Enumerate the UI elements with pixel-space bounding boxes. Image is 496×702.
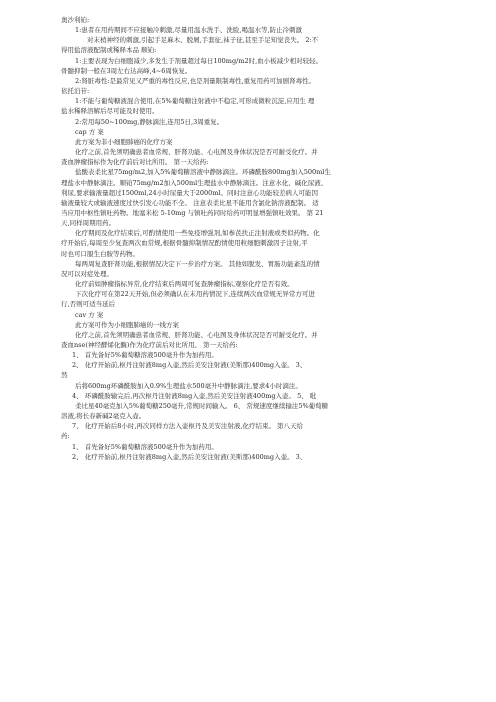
text-line: 利尿,要求输液量超过1500ml,24小时尿量大于2000ml。同时注意心功能较差病人可能因 <box>61 188 318 197</box>
text-line: 输液量较大或输液速度过快引发心功能不全。 注意表柔比星不能用含氯化钠溶液配制。 适 <box>61 198 319 207</box>
text-line: 天,同样周期用药。 <box>61 219 116 228</box>
text-line: 得用盐溶液配制或稀释本品 顺铂: <box>61 46 157 55</box>
text-line: 盐酸表柔比星75mg/m2,加入5%葡萄糖溶液中静脉滴注。环磷酰胺800mg加入500ml生 <box>75 168 331 177</box>
text-line: 查血nse(神经酵烯化酶)作为化疗前后对比所用。 第一天给药: <box>61 341 238 349</box>
text-line: 柔比星40毫克加入5%葡萄糖250毫升,常规时间输入。 6、 常规速度继续输注5%葡萄糖 <box>75 401 329 410</box>
text-line: 1、 首先备好5%葡萄糖溶液500毫升作为加药用。 <box>72 442 218 451</box>
text-line: 此方案可作为小细胞肺癌的一线方案 <box>75 320 179 329</box>
text-line: 2、 化疗开始前,枢丹注射液8mg入壶,然后美安注射液(美斯那)400mg入壶。 3、 <box>72 452 307 461</box>
text-line: 骨髓抑制一般在3周左右达高峰,4~6周恢复。 <box>61 66 192 75</box>
text-line: 此方案为非小细胞肺癌的化疗方案 <box>75 137 173 146</box>
text-line: 溶液,将长春新碱2毫克入壶。 <box>61 412 146 421</box>
text-line: 4、 环磷酰胺输完后,再次枢丹注射液8mg入壶,然后美安注射液400mg入壶。 5、 吡 <box>72 391 317 400</box>
text-line: 1:主要表现为白细胞减少,多发生于剂量超过每日100mg/m2时,血小板减少相对较轻。 <box>75 56 323 65</box>
text-line: 况可以对症处理。 <box>61 269 113 278</box>
text-line: 奥沙利铂: <box>61 16 90 24</box>
text-line: 化疗之前,首先须明确患者血常规、肝肾功能、心电图及身体状况是否可耐受化疗。并 <box>75 330 318 339</box>
text-line: 2:常用每50~100mg,静脉滴注,连用5日,3周重复。 <box>75 117 224 126</box>
text-line: 1、 首先备好5%葡萄糖溶液500毫升作为加药用。 <box>72 351 218 360</box>
text-line: 查血肿瘤指标作为化疗前后对比所用。 第一天给药: <box>61 158 209 167</box>
text-line: 1:不能与葡萄糖液混合使用,在5%葡萄糖注射液中不稳定,可形成微粒沉淀,应用生 理 <box>75 97 315 106</box>
text-line: 药: <box>61 432 70 441</box>
text-line: 行,否则可适当延后 <box>61 300 116 309</box>
text-line: 疗开始后,每周至少复查两次血常规,根据骨髓抑制情况酌情使用粒细胞刺激因子注射,平 <box>61 239 308 248</box>
text-line: 对末梢神经的刺激,引起手足麻木、脱屑,手套征,袜子征,甚至手足知觉丧失。 2:不 <box>87 36 319 45</box>
text-line: 依托泊苷: <box>61 87 90 96</box>
text-line: 化疗期间及化疗结束后,可酌情使用一些免疫增强剂,如参芪扶正注射液或类似药物。化 <box>75 229 320 238</box>
text-line: 每两周复查肝肾功能,根据情况决定下一步治疗方案。 其他如脱发、胃肠功能紊乱的情 <box>75 259 320 268</box>
text-line: 化疗前如肿瘤指标异常,化疗结束后两周可复查肿瘤指标,观察化疗是否有效。 <box>75 280 294 289</box>
text-line: 1:患者在用药期间不应接触冷刺激,尽量用温水洗手、洗脸,喝温水等,防止冷刺激 <box>75 26 303 35</box>
text-line: 理盐水中静脉滴注。顺铂75mg/m2加入500ml生理盐水中静脉滴注。注意水化、碱化尿液、 <box>61 178 328 187</box>
text-line: 当应用中枢性镇吐药物。地塞米松 5-10mg 与镇吐药同时给药可明显增强镇吐效果。 第 21 <box>61 208 324 217</box>
text-line: 盐水稀释溶解后尽可能及时使用。 <box>61 107 159 116</box>
text-line: 下次化疗可在第22天开始,但必须确认在末用药情况下,连续两次血常规无异常方可进 <box>75 290 315 299</box>
text-line: 化疗之前,首先须明确患者血常规、肝肾功能、心电图及身体状况是否可耐受化疗。并 <box>75 148 318 157</box>
text-line: cav 方 案 <box>75 310 104 319</box>
text-line: 2:肾脏毒性:是最常见又严重的毒性反应,也是剂量限制毒性,重复用药可加剧肾毒性。 <box>75 76 316 85</box>
text-line: 然 <box>61 371 68 380</box>
text-line: 后将600mg环磷酰胺加入0.9%生理盐水500毫升中静脉滴注,要求4小时滴注。 <box>75 381 302 390</box>
text-line: 2、 化疗开始前,枢丹注射液8mg入壶,然后美安注射液(美斯那)400mg入壶。 3、 <box>72 361 307 370</box>
text-line: 7、 化疗开始后8小时,再次同样方法入壶枢丹及美安注射液,化疗结束。 第八天给 <box>72 422 304 431</box>
text-line: 时也可口服生白胺等药物。 <box>61 249 139 258</box>
text-line: cap 方 案 <box>75 127 104 136</box>
